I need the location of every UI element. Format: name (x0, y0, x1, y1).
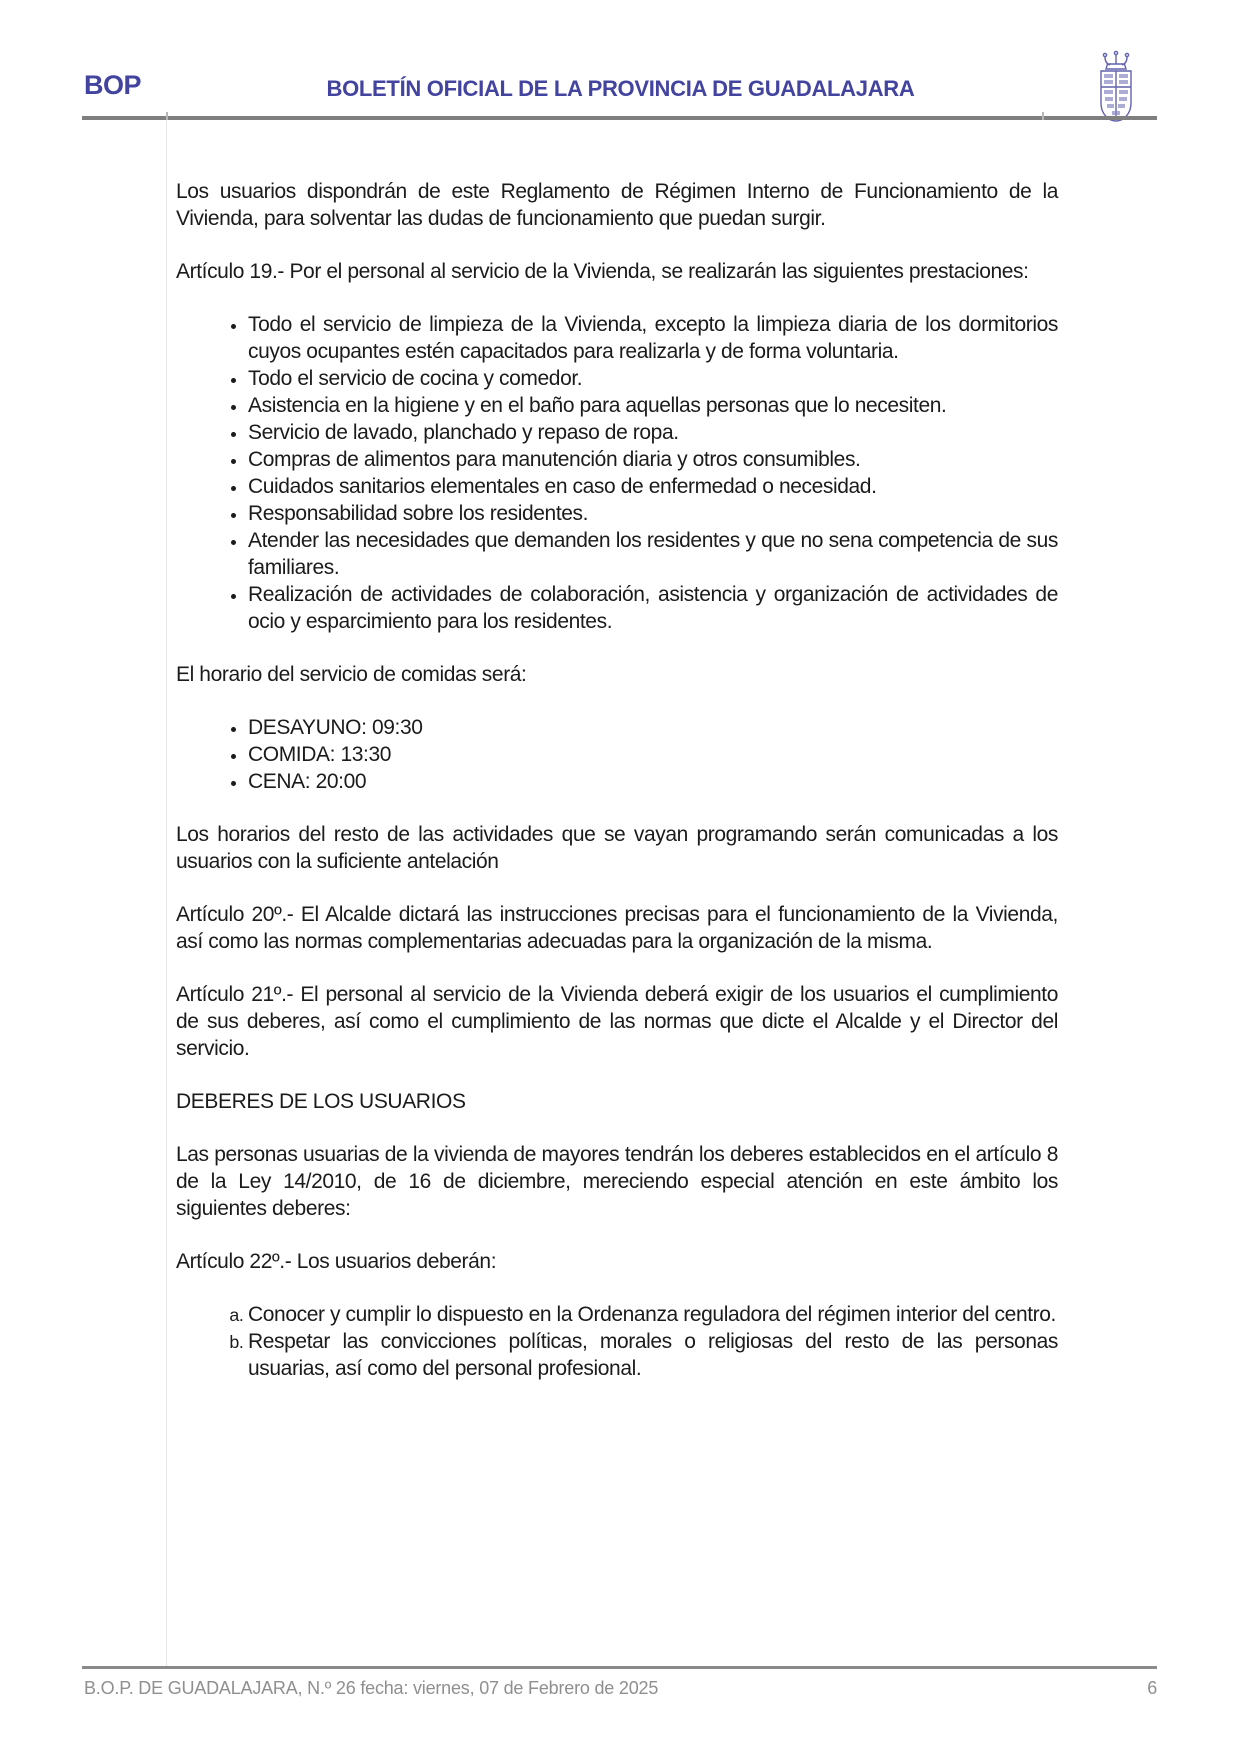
footer-publication-info: B.O.P. DE GUADALAJARA, N.º 26 fecha: viernes, 07 de Febrero de 2025 (84, 1678, 659, 1698)
footer-divider (82, 1666, 1157, 1669)
paragraph-articulo-21: Artículo 21º.- El personal al servicio de la Vivienda deberá exigir de los usuarios el cumplimiento de sus deberes, así como el cumplimiento de las normas que dicte el Alcalde y el Director del servicio. (176, 983, 1058, 1060)
rule-tick-right (1042, 112, 1044, 120)
document-body (176, 152, 1058, 1408)
rule-tick-left (166, 112, 168, 120)
list-item: • Todo el servicio de cocina y comedor. (248, 365, 1058, 392)
list-item: • Todo el servicio de limpieza de la Vivienda, excepto la limpieza diaria de los dormitorios cuyos ocupantes estén capacitados para realizarla y de forma voluntaria. (248, 311, 1058, 365)
meal-item-comida: • COMIDA: 13:30 (248, 741, 1058, 768)
paragraph-articulo-22: Artículo 22º.- Los usuarios deberán: (176, 1250, 497, 1273)
list-item: • Responsabilidad sobre los residentes. (248, 500, 1058, 527)
heading-deberes-usuarios: DEBERES DE LOS USUARIOS (176, 1090, 466, 1113)
paragraph-reglamento: Los usuarios dispondrán de este Reglamento de Régimen Interno de Funcionamiento de la Vivienda, para solventar las dudas de funcionamiento que puedan surgir. (176, 180, 1058, 230)
page-number: 6 (1147, 1678, 1157, 1698)
list-item: b. Respetar las convicciones políticas, morales o religiosas del resto de las personas usuarias, así como del personal profesional. (248, 1328, 1058, 1382)
header-divider (82, 116, 1157, 120)
paragraph-deberes-intro: Las personas usuarias de la vivienda de mayores tendrán los deberes establecidos en el artículo 8 de la Ley 14/2010, de 16 de diciembre, mereciendo especial atención en este ámbito los siguientes deberes: (176, 1143, 1058, 1220)
list-item: • Realización de actividades de colaboración, asistencia y organización de actividades de ocio y esparcimiento para los residentes. (248, 581, 1058, 635)
meal-item-desayuno: • DESAYUNO: 09:30 (248, 714, 1058, 741)
list-item: • Asistencia en la higiene y en el baño para aquellas personas que lo necesiten. (248, 392, 1058, 419)
provincial-crest-icon (1093, 50, 1139, 124)
column-border-line (166, 120, 167, 1666)
list-item: • Servicio de lavado, planchado y repaso de ropa. (248, 419, 1058, 446)
deberes-list (176, 1301, 1058, 1382)
paragraph-articulo-20: Artículo 20º.- El Alcalde dictará las instrucciones precisas para el funcionamiento de la Vivienda, así como las normas complementarias adecuadas para la organización de la misma. (176, 903, 1058, 953)
list-item: • Atender las necesidades que demanden los residentes y que no sena competencia de sus familiares. (248, 527, 1058, 581)
paragraph-articulo-19: Artículo 19.- Por el personal al servicio de la Vivienda, se realizarán las siguientes prestaciones: (176, 260, 1029, 283)
list-item: • Cuidados sanitarios elementales en caso de enfermedad o necesidad. (248, 473, 1058, 500)
paragraph-horarios-resto: Los horarios del resto de las actividades que se vayan programando serán comunicadas a los usuarios con la suficiente antelación (176, 823, 1058, 873)
page-title: BOLETÍN OFICIAL DE LA PROVINCIA DE GUADALAJARA (326, 76, 915, 101)
bop-logo: BOP (84, 70, 142, 100)
meals-list (176, 714, 1058, 795)
prestaciones-list (176, 311, 1058, 635)
page-footer (84, 1678, 1157, 1699)
paragraph-horario-comidas: El horario del servicio de comidas será: (176, 663, 527, 686)
list-item: • Compras de alimentos para manutención diaria y otros consumibles. (248, 446, 1058, 473)
list-item: a. Conocer y cumplir lo dispuesto en la Ordenanza reguladora del régimen interior del centro. (248, 1301, 1058, 1328)
meal-item-cena: • CENA: 20:00 (248, 768, 1058, 795)
